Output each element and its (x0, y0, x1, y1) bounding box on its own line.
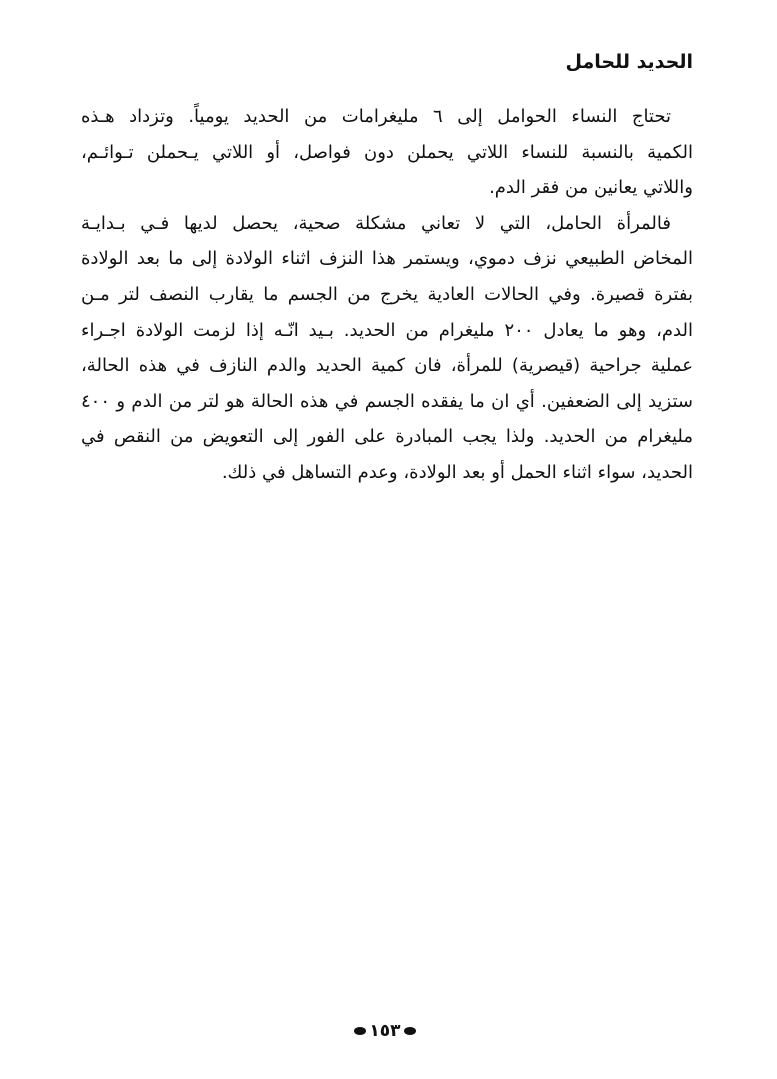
paragraph-1 (81, 99, 693, 206)
page-number-text: ١٥٣ (369, 1021, 401, 1041)
text-line: الكمية بالنسبة للنساء اللاتي يحملن دون فواصل، أو اللاتي يـحملن تـوائـم، (81, 141, 693, 163)
ornament-right-icon (404, 1027, 416, 1035)
section-heading: الحديد للحامل (565, 51, 693, 73)
ornament-left-icon (354, 1027, 366, 1035)
text-line: فالمرأة الحامل، التي لا تعاني مشكلة صحية، يحصل لديها فـي بـدايـة (81, 212, 671, 234)
text-line: واللاتي يعانين من فقر الدم. (489, 177, 693, 199)
body-text (81, 99, 693, 491)
paragraph-2 (81, 206, 693, 491)
text-line: الحديد، سواء اثناء الحمل أو بعد الولادة، وعدم التساهل في ذلك. (221, 461, 693, 483)
page-number (340, 1018, 430, 1044)
text-line: تحتاج النساء الحوامل إلى ٦ مليغرامات من الحديد يومياً. وتزداد هـذه (81, 106, 671, 127)
text-line: عملية جراحية (قيصرية) للمرأة، فان كمية الحديد والدم النازف في هذه الحالة، (81, 355, 693, 377)
text-line: بفترة قصيرة. وفي الحالات العادية يخرج من الجسم ما يقارب النصف لتر مـن (81, 283, 693, 305)
text-line: مليغرام من الحديد. ولذا يجب المبادرة على الفور إلى التعويض من النقص في (81, 426, 693, 448)
text-line: المخاض الطبيعي نزف دموي، ويستمر هذا النزف اثناء الولادة إلى ما بعد الولادة (81, 248, 693, 270)
text-line: الدم، وهو ما يعادل ٢٠٠ مليغرام من الحديد. بـيد انّـه إذا لزمت الولادة اجـراء (81, 319, 693, 341)
text-line: ستزيد إلى الضعفين. أي ان ما يفقده الجسم في هذه الحالة هو لتر من الدم و ٤٠٠ (81, 390, 693, 412)
